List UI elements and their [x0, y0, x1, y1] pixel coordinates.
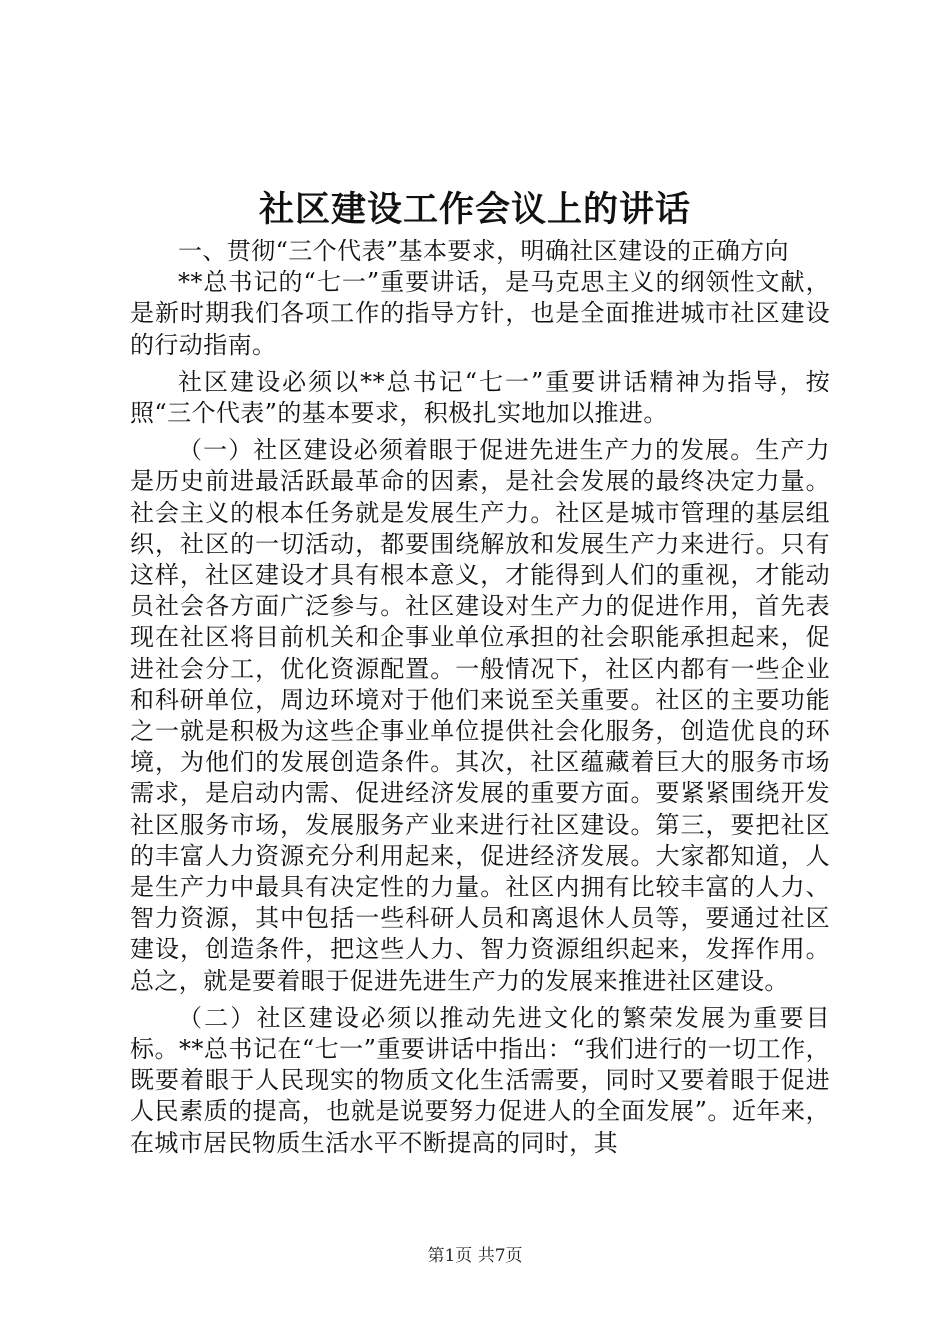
body-paragraph: （二）社区建设必须以推动先进文化的繁荣发展为重要目标。**总书记在“七一”重要讲话中指出：“我们进行的一切工作，既要着眼于人民现实的物质文化生活需要，同时又要着眼于促进人民素质的提高，也就是说要努力促进人的全面发展”。近年来，在城市居民物质生活水平不断提高的同时，其 [130, 1003, 830, 1157]
body-paragraph: （一）社区建设必须着眼于促进先进生产力的发展。生产力是历史前进最活跃最革命的因素，是社会发展的最终决定力量。社会主义的根本任务就是发展生产力。社区是城市管理的基层组织，社区的一切活动，都要围绕解放和发展生产力来进行。只有这样，社区建设才具有根本意义，才能得到人们的重视，才能动员社会各方面广泛参与。社区建设对生产力的促进作用，首先表现在社区将目前机关和企事业单位承担的社会职能承担起来，促进社会分工，优化资源配置。一般情况下，社区内都有一些企业和科研单位，周边环境对于他们来说至关重要。社区的主要功能之一就是积极为这些企事业单位提供社会化服务，创造优良的环境，为他们的发展创造条件。其次，社区蕴藏着巨大的服务市场需求，是启动内需、促进经济发展的重要方面。要紧紧围绕开发社区服务市场，发展服务产业来进行社区建设。第三，要把社区的丰富人力资源充分利用起来，促进经济发展。大家都知道，人是生产力中最具有决定性的力量。社区内拥有比较丰富的人力、智力资源，其中包括一些科研人员和离退休人员等，要通过社区建设，创造条件，把这些人力、智力资源组织起来，发挥作用。总之，就是要着眼于促进先进生产力的发展来推进社区建设。 [130, 436, 830, 995]
section-heading: 一、贯彻“三个代表”基本要求，明确社区建设的正确方向 [178, 237, 789, 265]
body-paragraph: 社区建设必须以**总书记“七一”重要讲话精神为指导，按照“三个代表”的基本要求，积极扎实地加以推进。 [130, 367, 830, 428]
document-title: 社区建设工作会议上的讲话 [258, 189, 691, 230]
body-paragraph: **总书记的“七一”重要讲话，是马克思主义的纲领性文献，是新时期我们各项工作的指导方针，也是全面推进城市社区建设的行动指南。 [130, 268, 830, 359]
document-body [130, 236, 830, 1159]
page-footer: 第1页 共7页 [427, 1246, 523, 1266]
